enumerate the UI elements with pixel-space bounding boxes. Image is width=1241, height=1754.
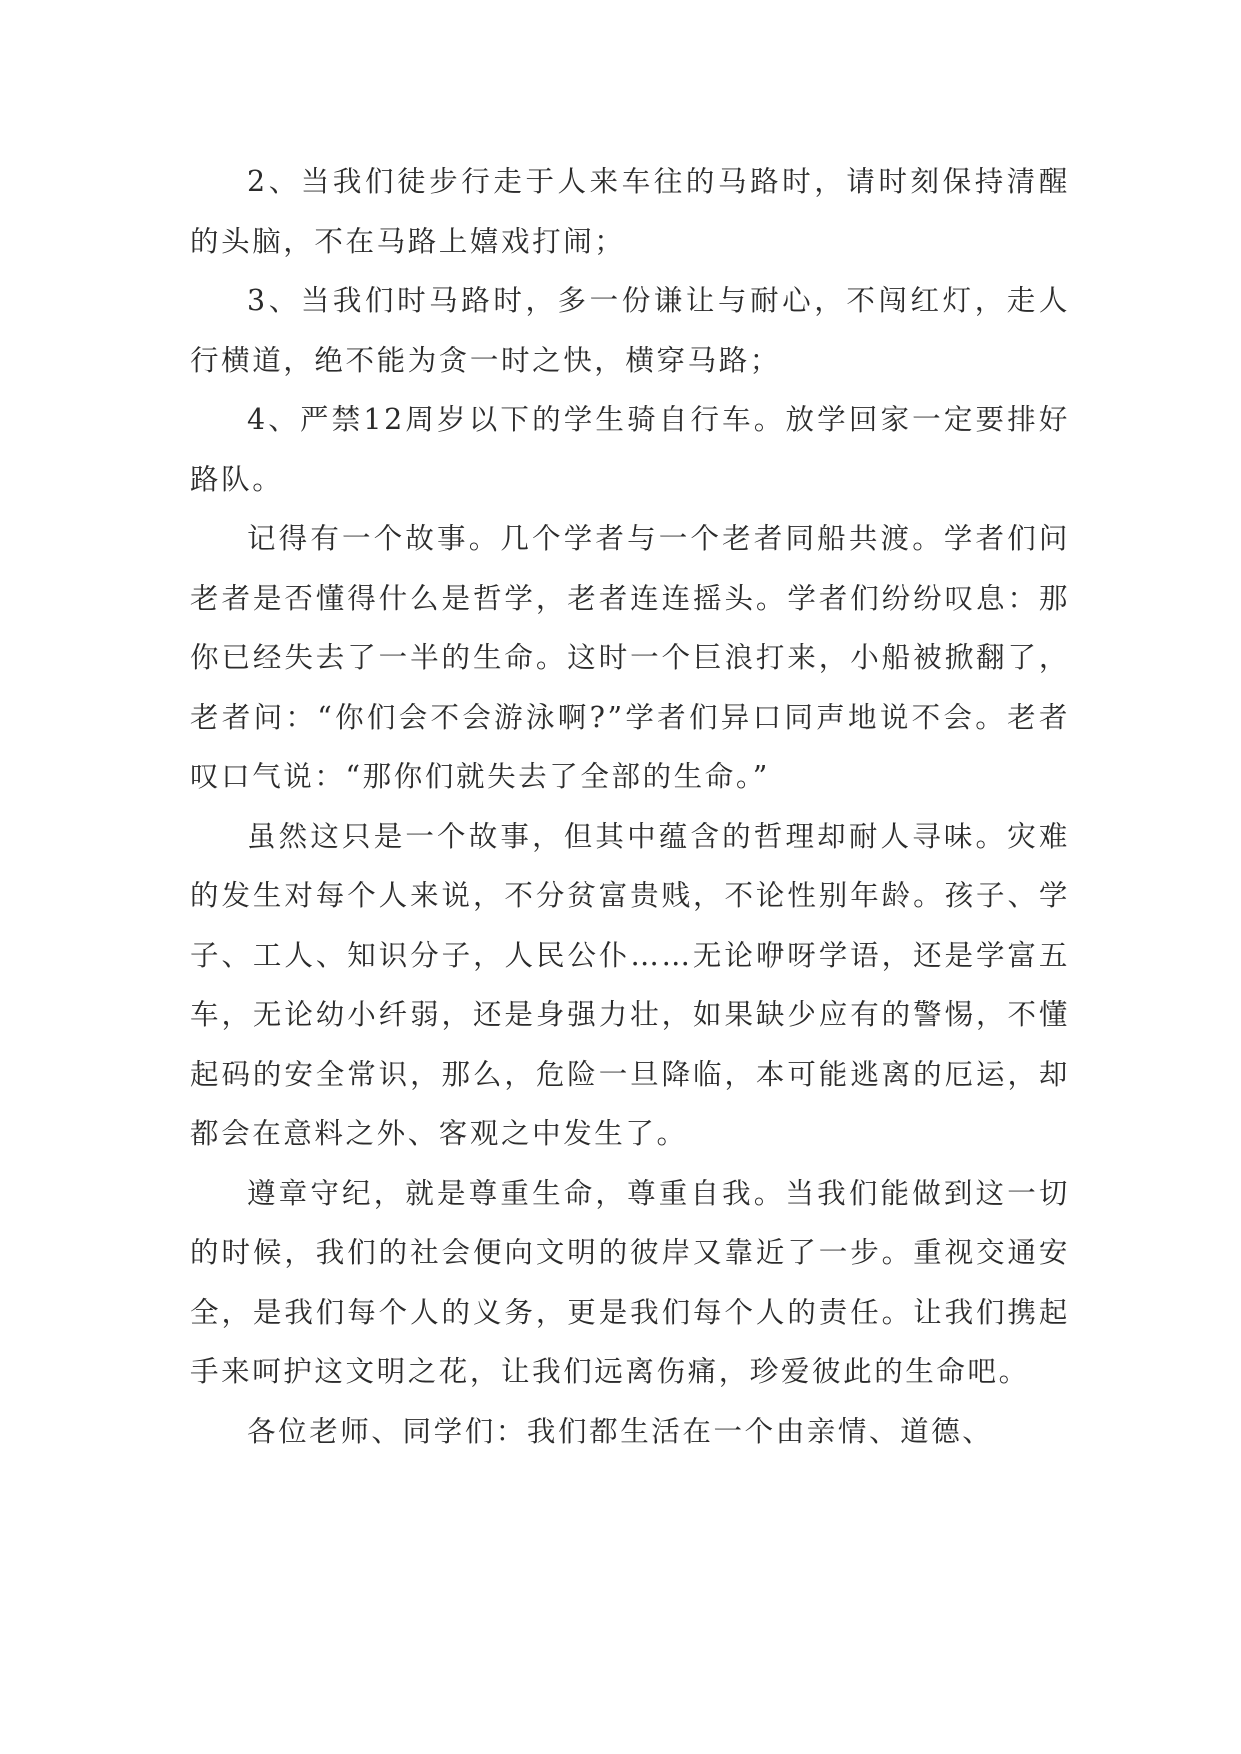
paragraph-rule-2: 2、当我们徒步行走于人来车往的马路时，请时刻保持清醒的头脑，不在马路上嬉戏打闹； [190, 165, 1070, 258]
paragraph-address: 各位老师、同学们：我们都生活在一个由亲情、道德、 [247, 1414, 994, 1448]
paragraph-rule-4: 4、严禁12周岁以下的学生骑自行车。放学回家一定要排好路队。 [190, 403, 1070, 496]
paragraph-rule-3: 3、当我们时马路时，多一份谦让与耐心，不闯红灯，走人行横道，绝不能为贪一时之快，横穿马路； [190, 284, 1070, 377]
paragraph-reflection: 虽然这只是一个故事，但其中蕴含的哲理却耐人寻味。灾难的发生对每个人来说，不分贫富贵贱，不论性别年龄。孩子、学子、工人、知识分子，人民公仆……无论咿呀学语，还是学富五车，无论幼小纤弱，还是身强力壮，如果缺少应有的警惕，不懂起码的安全常识，那么，危险一旦降临，本可能逃离的厄运，却都会在意料之外、客观之中发生了。 [190, 819, 1070, 1150]
paragraph-story: 记得有一个故事。几个学者与一个老者同船共渡。学者们问老者是否懂得什么是哲学，老者连连摇头。学者们纷纷叹息：那你已经失去了一半的生命。这时一个巨浪打来，小船被掀翻了，老者问：“你们会不会游泳啊?”学者们异口同声地说不会。老者叹口气说：“那你们就失去了全部的生命。” [190, 522, 1070, 793]
document-body [190, 152, 1070, 1461]
paragraph-conclusion: 遵章守纪，就是尊重生命，尊重自我。当我们能做到这一切的时候，我们的社会便向文明的彼岸又靠近了一步。重视交通安全，是我们每个人的义务，更是我们每个人的责任。让我们携起手来呵护这文明之花，让我们远离伤痛，珍爱彼此的生命吧。 [190, 1176, 1070, 1388]
